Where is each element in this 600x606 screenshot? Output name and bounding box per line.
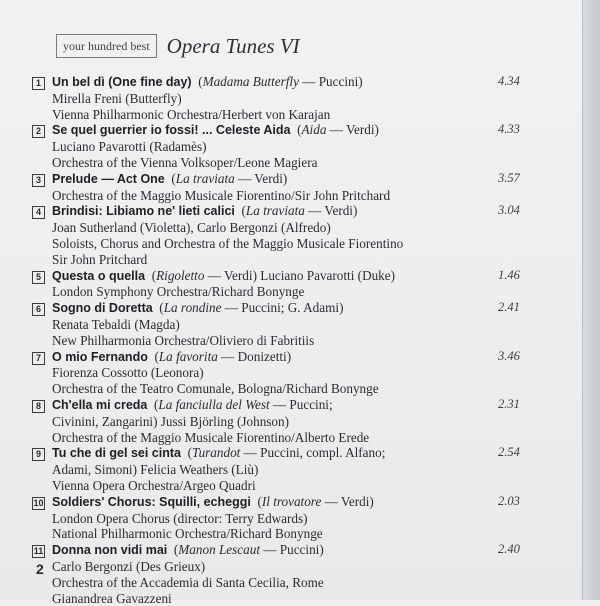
- track-duration: 2.41: [498, 300, 520, 316]
- opera-name: Rigoletto: [156, 268, 204, 283]
- opera-name: Turandot: [192, 445, 240, 460]
- credit-line: Luciano Pavarotti (Radamès): [52, 139, 550, 155]
- credit-line: London Symphony Orchestra/Richard Bonynge: [52, 284, 550, 300]
- track-duration: 3.46: [498, 349, 520, 365]
- track-title-line: [52, 300, 550, 317]
- track-entry: [30, 171, 550, 204]
- opera-name: La rondine: [164, 300, 222, 315]
- header: [56, 33, 300, 59]
- paren-close: ): [253, 268, 257, 283]
- series-brand: your hundred best: [56, 34, 157, 58]
- track-entry: [30, 300, 550, 348]
- album-title: Opera Tunes VI: [167, 34, 300, 59]
- credit-line: Vienna Opera Orchestra/Argeo Quadri: [52, 478, 550, 494]
- track-duration: 2.54: [498, 445, 520, 461]
- credit-line: Adami, Simoni) Felicia Weathers (Liù): [52, 462, 550, 478]
- track-title-gap: (: [167, 542, 178, 557]
- credit-line: Orchestra of the Maggio Musicale Fiorentino/Alberto Erede: [52, 430, 550, 446]
- track-title-line: [52, 397, 550, 414]
- credit-line: Orchestra of the Maggio Musicale Fiorentino/Sir John Pritchard: [52, 188, 550, 204]
- composer: — Donizetti: [218, 349, 287, 364]
- track-duration: 1.46: [498, 268, 520, 284]
- track-duration: 2.03: [498, 494, 520, 510]
- track-title-gap: (: [192, 74, 203, 89]
- track-entry: [30, 122, 550, 170]
- credit-line: Vienna Philharmonic Orchestra/Herbert von Karajan: [52, 107, 550, 123]
- track-number: 7: [32, 352, 45, 365]
- composer: — Verdi: [204, 268, 252, 283]
- track-title-line: [52, 268, 550, 285]
- composer: — Puccini: [299, 74, 358, 89]
- track-title: Se quel guerrier io fossi! ... Celeste Aida: [52, 123, 291, 137]
- track-title-line: [52, 542, 550, 559]
- track-title: O mio Fernando: [52, 350, 148, 364]
- track-title-line: [52, 122, 550, 139]
- track-number: 11: [32, 545, 45, 558]
- credit-line: Orchestra of the Teatro Comunale, Bologna/Richard Bonynge: [52, 381, 550, 397]
- composer: — Puccini;: [270, 397, 333, 412]
- track-duration: 3.57: [498, 171, 520, 187]
- credit-line: Orchestra of the Accademia di Santa Cecilia, Rome: [52, 575, 550, 591]
- credit-line: New Philharmonia Orchestra/Oliviero di Fabritiis: [52, 333, 550, 349]
- credit-line: Orchestra of the Vienna Volksoper/Leone Magiera: [52, 155, 550, 171]
- track-title: Sogno di Doretta: [52, 301, 153, 315]
- track-title: Un bel dì (One fine day): [52, 75, 192, 89]
- opera-name: Madama Butterfly: [203, 74, 299, 89]
- track-title-gap: (: [291, 122, 302, 137]
- track-number: 3: [32, 174, 45, 187]
- track-title-line: [52, 445, 550, 462]
- track-number: 4: [32, 206, 45, 219]
- paren-close: ): [339, 300, 343, 315]
- credit-line: Civinini, Zangarini) Jussi Björling (Johnson): [52, 414, 550, 430]
- track-duration: 4.34: [498, 74, 520, 90]
- track-number: 1: [32, 77, 45, 90]
- composer: — Puccini: [260, 542, 319, 557]
- track-title-gap: (: [235, 203, 246, 218]
- track-duration: 2.31: [498, 397, 520, 413]
- track-title-gap: (: [165, 171, 176, 186]
- composer: — Verdi: [305, 203, 353, 218]
- composer: — Verdi: [326, 122, 374, 137]
- track-number: 10: [32, 497, 45, 510]
- track-title-gap: (: [251, 494, 262, 509]
- track-duration: 2.40: [498, 542, 520, 558]
- paren-close: ): [319, 542, 323, 557]
- track-entry: [30, 349, 550, 397]
- track-entry: [30, 74, 550, 122]
- track-number: 8: [32, 400, 45, 413]
- track-title-line: [52, 349, 550, 366]
- credit-line: Carlo Bergonzi (Des Grieux): [52, 559, 550, 575]
- paren-close: ): [287, 349, 291, 364]
- track-number: 2: [32, 125, 45, 138]
- credit-line: Renata Tebaldi (Magda): [52, 317, 550, 333]
- page-number: 2: [36, 561, 44, 577]
- credit-line: Joan Sutherland (Violetta), Carlo Bergonzi (Alfredo): [52, 220, 550, 236]
- credit-line: London Opera Chorus (director: Terry Edwards): [52, 511, 550, 527]
- track-title: Donna non vidi mai: [52, 543, 167, 557]
- track-title-gap: (: [148, 349, 159, 364]
- track-title-gap: (: [181, 445, 192, 460]
- composer: — Puccini, compl. Alfano;: [240, 445, 385, 460]
- composer: — Verdi: [235, 171, 283, 186]
- track-title: Prelude — Act One: [52, 172, 165, 186]
- track-title: Brindisi: Libiamo ne' lieti calici: [52, 204, 235, 218]
- credit-line: Fiorenza Cossotto (Leonora): [52, 365, 550, 381]
- composer: — Verdi: [321, 494, 369, 509]
- credit-line: Sir John Pritchard: [52, 252, 550, 268]
- paren-close: ): [353, 203, 357, 218]
- track-title-line: [52, 494, 550, 511]
- track-title-line: [52, 171, 550, 188]
- paren-close: ): [283, 171, 287, 186]
- opera-name: Il trovatore: [262, 494, 321, 509]
- track-entry: [30, 268, 550, 301]
- track-entry: [30, 397, 550, 445]
- track-number: 9: [32, 448, 45, 461]
- composer: — Puccini; G. Adami: [221, 300, 339, 315]
- track-entry: [30, 494, 550, 542]
- track-list: [30, 74, 550, 606]
- track-number: 6: [32, 303, 45, 316]
- track-title: Tu che di gel sei cinta: [52, 446, 181, 460]
- opera-name: La traviata: [176, 171, 235, 186]
- track-title-line: [52, 203, 550, 220]
- track-title: Ch'ella mi creda: [52, 398, 147, 412]
- credit-line: Gianandrea Gavazzeni: [52, 591, 550, 606]
- paren-close: ): [369, 494, 373, 509]
- track-number: 5: [32, 271, 45, 284]
- paren-close: ): [358, 74, 362, 89]
- opera-name: La fanciulla del West: [158, 397, 269, 412]
- credit-line: Mirella Freni (Butterfly): [52, 91, 550, 107]
- track-duration: 4.33: [498, 122, 520, 138]
- case-edge: [582, 0, 600, 600]
- track-entry: [30, 203, 550, 267]
- track-title: Questa o quella: [52, 269, 145, 283]
- opera-name: La traviata: [246, 203, 305, 218]
- track-title: Soldiers' Chorus: Squilli, echeggi: [52, 495, 251, 509]
- paren-close: ): [375, 122, 379, 137]
- track-entry: [30, 445, 550, 493]
- track-title-gap: (: [153, 300, 164, 315]
- track-title-gap: (: [147, 397, 158, 412]
- opera-name: La favorita: [159, 349, 218, 364]
- credit-line: Soloists, Chorus and Orchestra of the Maggio Musicale Fiorentino: [52, 236, 550, 252]
- track-title-gap: (: [145, 268, 156, 283]
- opera-name: Aida: [302, 122, 327, 137]
- track-title-line: [52, 74, 550, 91]
- track-entry: [30, 542, 550, 606]
- credit-line: National Philharmonic Orchestra/Richard Bonynge: [52, 526, 550, 542]
- opera-name: Manon Lescaut: [178, 542, 260, 557]
- performer-inline: Luciano Pavarotti (Duke): [257, 268, 395, 283]
- track-duration: 3.04: [498, 203, 520, 219]
